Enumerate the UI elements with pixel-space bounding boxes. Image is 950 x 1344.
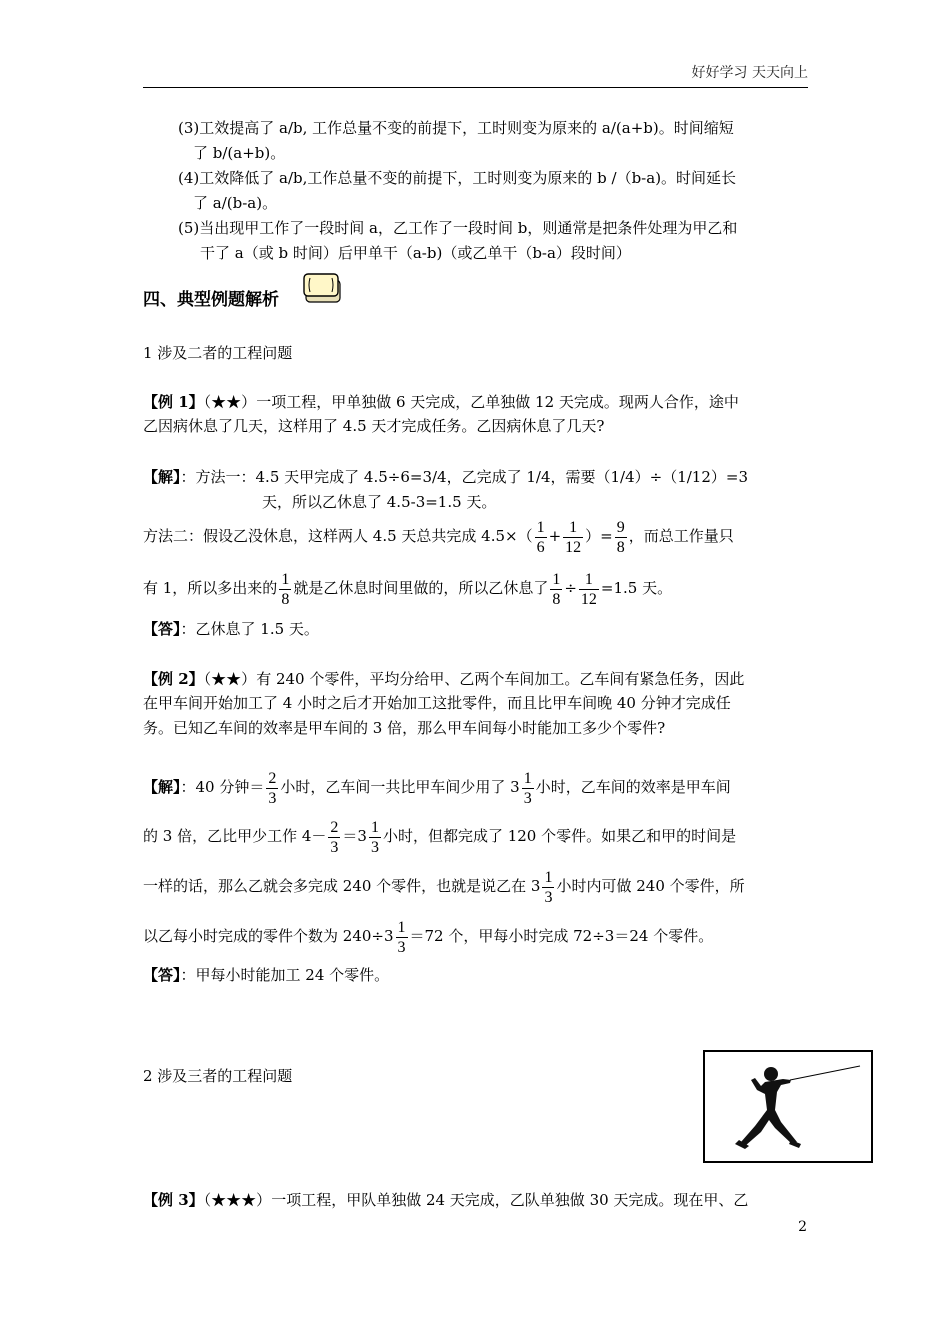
numerator: 1: [552, 570, 561, 588]
example-text: 有 240 个零件，平均分给甲、乙两个车间加工。乙车间有紧急任务，因此: [256, 670, 745, 688]
solution-2-line-2: [143, 814, 736, 858]
fraction: [550, 570, 562, 609]
solution-1-method-2-line-2: [143, 566, 672, 610]
denominator: 3: [523, 789, 532, 807]
denominator: 8: [616, 538, 625, 556]
denominator: 3: [397, 938, 406, 956]
numerator: 1: [370, 818, 379, 836]
denominator: 8: [552, 590, 561, 608]
denominator: 12: [565, 538, 582, 556]
text-run: ，而总工作量只: [628, 527, 734, 545]
example-2-line-2: 在甲车间开始加工了 4 小时之后才开始加工这批零件，而且比甲车间晚 40 分钟才完成任: [143, 694, 731, 712]
solution-1-line-2: 天，所以乙休息了 4.5-3=1.5 天。: [262, 493, 497, 511]
answer-text: ：乙休息了 1.5 天。: [180, 620, 319, 638]
text-run: ）=: [585, 527, 613, 545]
numerator: 1: [523, 769, 532, 787]
fraction: [369, 818, 381, 857]
fraction: [266, 769, 278, 808]
text-run: 小时，但都完成了 120 个零件。如果乙和甲的时间是: [382, 827, 737, 845]
divide-sign: ÷: [564, 579, 577, 597]
solution-tag: 【解】: [143, 468, 181, 486]
numerator: 1: [563, 518, 583, 538]
list-item: 了 b/(a+b)。: [193, 144, 286, 162]
denominator: 3: [544, 888, 553, 906]
text-run: 小时，乙车间一共比甲车间少用了 3: [280, 778, 520, 796]
solution-2-line-4: [143, 914, 713, 958]
numerator: 2: [330, 818, 339, 836]
numerator: 1: [544, 868, 553, 886]
solution-tag: 【解】: [143, 778, 181, 796]
difficulty-stars: （★★）: [203, 393, 257, 411]
subsection-title: 2 涉及三者的工程问题: [143, 1067, 293, 1085]
list-item: (3)工效提高了 a/b, 工作总量不变的前提下，工时则变为原来的 a/(a+b)。时间缩短: [178, 119, 734, 137]
list-item: (5)当出现甲工作了一段时间 a，乙工作了一段时间 b，则通常是把条件处理为甲乙和: [178, 219, 738, 237]
text-run: 就是乙休息时间里做的，所以乙休息了: [293, 579, 549, 597]
example-2-line-3: 务。已知乙车间的效率是甲车间的 3 倍，那么甲车间每小时能加工多少个零件?: [143, 719, 666, 737]
header-text: 好好学习 天天向上: [691, 65, 808, 81]
example-1-line-2: 乙因病休息了几天，这样用了 4.5 天才完成任务。乙因病休息了几天?: [143, 417, 605, 435]
numerator: 1: [536, 518, 545, 536]
text-run: 有 1，所以多出来的: [143, 579, 278, 597]
difficulty-stars: （★★★）: [203, 1191, 272, 1209]
denominator: 6: [536, 538, 545, 556]
list-item: 干了 a（或 b 时间）后甲单干（a-b)（或乙单干（b-a）段时间）: [200, 244, 631, 262]
fraction: [535, 518, 547, 557]
numerator: 2: [268, 769, 277, 787]
numerator: 9: [616, 518, 625, 536]
example-2-line-1: [143, 669, 744, 689]
numerator: 1: [579, 570, 599, 590]
text-run: 一样的话，那么乙就会多完成 240 个零件，也就是说乙在 3: [143, 877, 541, 895]
solution-1-method-2-line-1: [143, 514, 734, 558]
solution-2-line-1: [143, 765, 731, 809]
fraction: [579, 570, 599, 609]
text-run: =1.5 天。: [600, 579, 673, 597]
text-run: ＝3: [342, 827, 367, 845]
page-number: 2: [798, 1219, 807, 1235]
text-run: 方法二：假设乙没休息，这样两人 4.5 天总共完成 4.5×（: [143, 527, 533, 545]
fraction: [542, 868, 554, 907]
solution-2-line-3: [143, 864, 745, 908]
denominator: 3: [330, 838, 339, 856]
plus-sign: +: [548, 527, 562, 545]
fraction: [328, 818, 340, 857]
answer-2: [143, 965, 389, 985]
numerator: 1: [397, 918, 406, 936]
denominator: 8: [281, 590, 290, 608]
example-1-line-1: [143, 392, 739, 412]
denominator: 3: [268, 789, 277, 807]
text-run: 小时，乙车间的效率是甲车间: [535, 778, 731, 796]
section-heading: 四、典型例题解析: [143, 290, 279, 310]
solution-text: ：方法一：4.5 天甲完成了 4.5÷6=3/4，乙完成了 1/4，需要（1/4）÷（1/12）=3: [180, 468, 748, 486]
text-run: 小时内可做 240 个零件，所: [556, 877, 745, 895]
example-tag: 【例 1】: [143, 393, 204, 411]
text-run: ：40 分钟＝: [180, 778, 265, 796]
example-text: 一项工程，甲单独做 6 天完成，乙单独做 12 天完成。现两人合作，途中: [256, 393, 739, 411]
fraction: [563, 518, 583, 557]
answer-tag: 【答】: [143, 620, 181, 638]
fraction: [522, 769, 534, 808]
example-tag: 【例 2】: [143, 670, 204, 688]
fraction: [615, 518, 627, 557]
denominator: 3: [370, 838, 379, 856]
fraction: [396, 918, 408, 957]
header-rule: [143, 87, 808, 88]
denominator: 12: [580, 590, 597, 608]
example-3-line-1: [143, 1190, 748, 1210]
fraction: [279, 570, 291, 609]
solution-1-line-1: [143, 467, 748, 487]
difficulty-stars: （★★）: [203, 670, 257, 688]
answer-tag: 【答】: [143, 966, 181, 984]
text-run: ＝72 个，甲每小时完成 72÷3＝24 个零件。: [409, 927, 714, 945]
list-item: 了 a/(b-a)。: [193, 194, 278, 212]
list-item: (4)工效降低了 a/b,工作总量不变的前提下，工时则变为原来的 b /（b-a)。时间延长: [178, 169, 737, 187]
text-run: 的 3 倍，乙比甲少工作 4－: [143, 827, 327, 845]
scroll-note-icon: [302, 272, 342, 304]
example-tag: 【例 3】: [143, 1191, 204, 1209]
subsection-title: 1 涉及二者的工程问题: [143, 344, 293, 362]
fencer-icon: [705, 1052, 871, 1161]
text-run: 以乙每小时完成的零件个数为 240÷3: [143, 927, 394, 945]
answer-1: [143, 619, 319, 639]
example-text: 一项工程，甲队单独做 24 天完成，乙队单独做 30 天完成。现在甲、乙: [271, 1191, 749, 1209]
fencer-clipart: [703, 1050, 873, 1163]
answer-text: ：甲每小时能加工 24 个零件。: [180, 966, 390, 984]
numerator: 1: [281, 570, 290, 588]
